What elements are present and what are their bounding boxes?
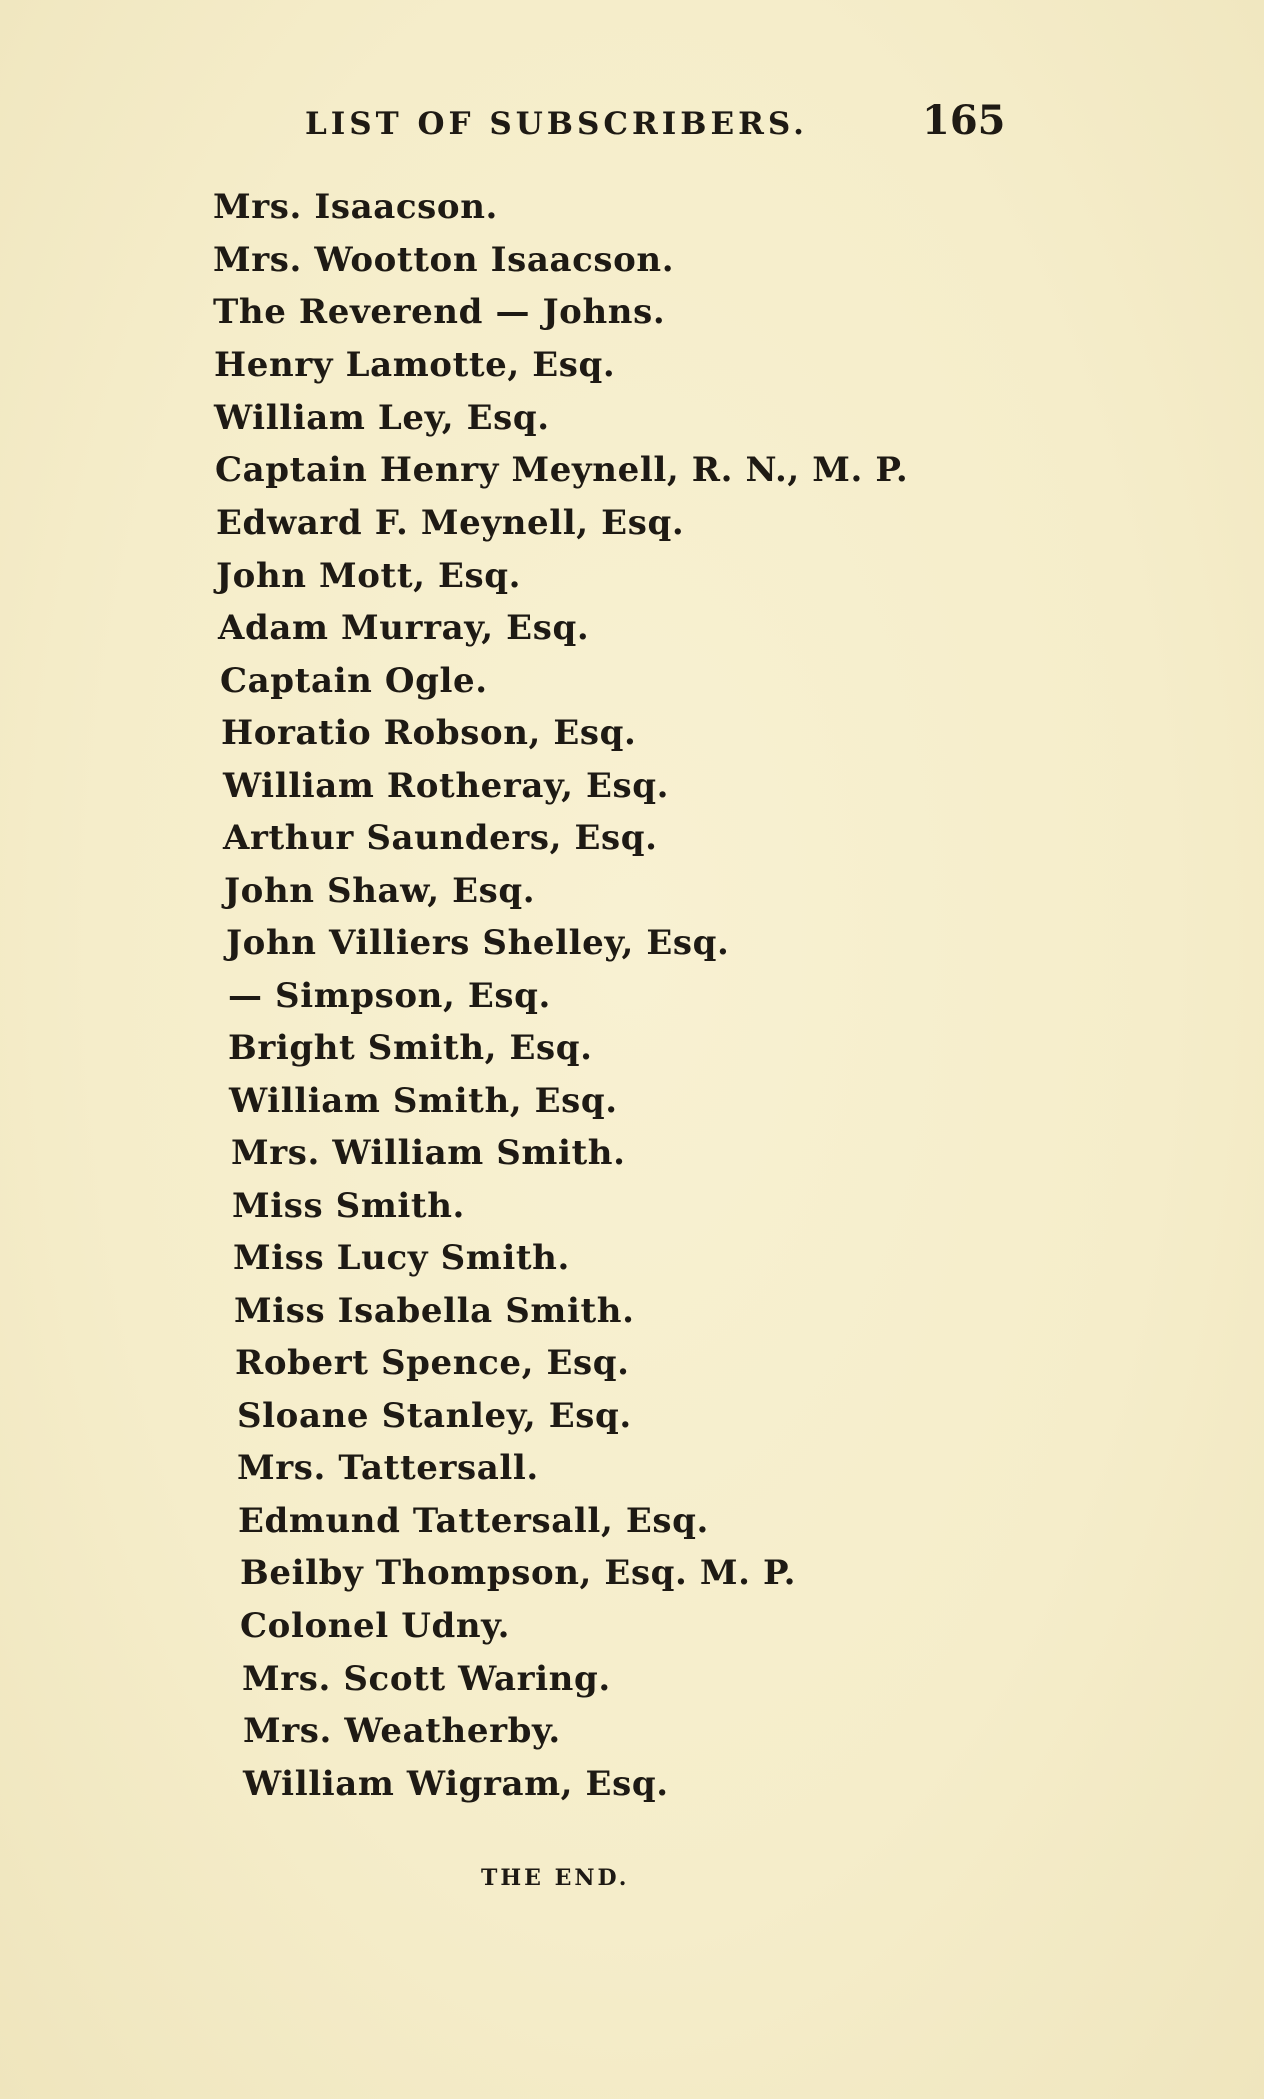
- subscriber-entry: Captain Ogle.: [220, 661, 488, 701]
- subscriber-entry: Edmund Tattersall, Esq.: [238, 1501, 709, 1541]
- subscriber-entry: Adam Murray, Esq.: [218, 608, 590, 648]
- subscriber-entry: Beilby Thompson, Esq. M. P.: [240, 1553, 797, 1593]
- subscriber-entry: Mrs. Scott Waring.: [242, 1659, 611, 1699]
- subscriber-entry: Captain Henry Meynell, R. N., M. P.: [215, 450, 909, 490]
- subscriber-entry: Edward F. Meynell, Esq.: [216, 503, 685, 543]
- subscriber-entry: Mrs. Isaacson.: [213, 187, 498, 227]
- subscriber-entry: Horatio Robson, Esq.: [221, 713, 637, 753]
- subscriber-entry: Miss Smith.: [232, 1186, 465, 1226]
- subscriber-entry: Bright Smith, Esq.: [228, 1028, 593, 1068]
- subscriber-entry: William Rotheray, Esq.: [223, 766, 670, 806]
- subscriber-entry: Henry Lamotte, Esq.: [214, 345, 616, 385]
- subscriber-entry: — Simpson, Esq.: [228, 976, 551, 1016]
- subscriber-entry: John Villiers Shelley, Esq.: [226, 923, 730, 963]
- page-number: 165: [922, 97, 1006, 144]
- the-end-mark: THE END.: [481, 1865, 630, 1891]
- subscriber-entry: Mrs. Weatherby.: [243, 1711, 561, 1751]
- subscriber-entry: Mrs. Tattersall.: [237, 1448, 539, 1488]
- subscriber-entry: Mrs. William Smith.: [231, 1133, 626, 1173]
- subscriber-entry: Arthur Saunders, Esq.: [223, 818, 658, 858]
- subscriber-entry: Mrs. Wootton Isaacson.: [213, 240, 675, 280]
- subscriber-entry: Sloane Stanley, Esq.: [237, 1396, 632, 1436]
- subscriber-entry: William Ley, Esq.: [214, 398, 550, 438]
- subscriber-entry: William Smith, Esq.: [229, 1081, 618, 1121]
- running-title: LIST OF SUBSCRIBERS.: [305, 106, 808, 142]
- subscriber-entry: Robert Spence, Esq.: [235, 1343, 630, 1383]
- subscriber-entry: Miss Lucy Smith.: [233, 1238, 570, 1278]
- subscriber-entry: John Mott, Esq.: [216, 556, 522, 596]
- subscriber-entry: Colonel Udny.: [240, 1606, 511, 1646]
- subscriber-entry: The Reverend — Johns.: [213, 292, 666, 332]
- subscriber-entry: William Wigram, Esq.: [243, 1764, 669, 1804]
- subscriber-entry: John Shaw, Esq.: [224, 871, 536, 911]
- subscriber-entry: Miss Isabella Smith.: [234, 1291, 635, 1331]
